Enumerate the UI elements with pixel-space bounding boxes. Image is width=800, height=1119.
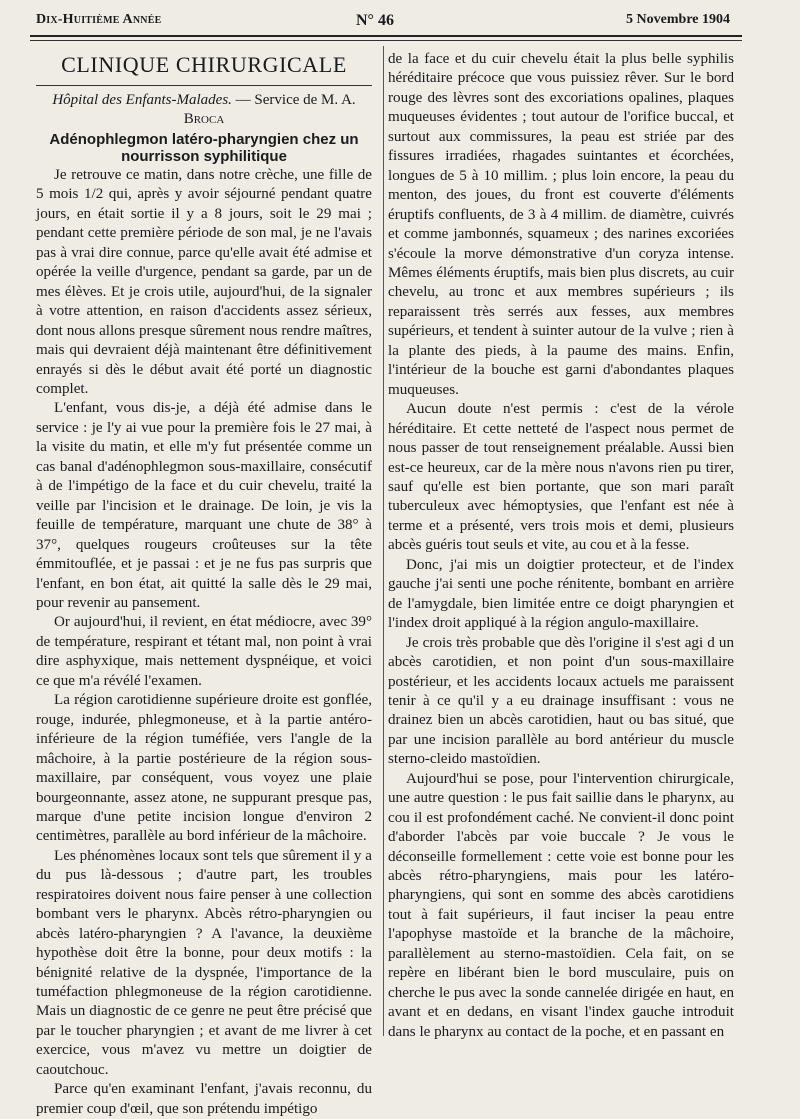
paragraph: La région carotidienne supérieure droite est gonflée, rouge, indurée, phlegmoneuse, et à la partie antéro-inférieure de la région tuméfiée, vers l'angle de la mâchoire, à la partie postérieure de la région sous-maxillaire, par conséquent, vous voyez une plaie bourgeonnante, assez atone, ne suppurant presque pas, marque d'une petite incision longue d'environ 2 centimètres, parallèle au bord inférieur de la mâchoire. <box>36 692 372 845</box>
paragraph: Parce qu'en examinant l'enfant, j'avais reconnu, du premier coup d'œil, que son prétendu impétigo <box>36 1081 372 1117</box>
paragraph: Or aujourd'hui, il revient, en état médiocre, avec 39° de température, respirant et tétant mal, non point à vrai dire asphyxique, mais nettement dyspnéique, et voici ce que m'a révélé l'examen. <box>36 614 372 689</box>
article-title: Adénophlegmon latéro-pharyngien chez un nourrisson syphilitique <box>49 131 359 165</box>
service-label: — Service de M. A. <box>231 92 356 108</box>
hospital-line <box>36 91 372 129</box>
section-title: CLINIQUE CHIRURGICALE <box>36 52 372 86</box>
header-rule-thin <box>30 40 742 41</box>
header-rule <box>30 35 742 37</box>
paragraph: Aujourd'hui se pose, pour l'intervention chirurgicale, une autre question : le pus fait saillie dans le pharynx, au cou il est profondément caché. Ne convient-il donc point d'aborder l'abcès par voie buccale ? Je vous le déconseille formellement : cette voie est bonne pour les abcès rétro-pharyngiens, mais pour les latéro-pharyngiens, qui sont en somme des abcès carotidiens tout à fait supérieurs, il faut inciser la peau entre l'apophyse mastoïde et la branche de la mâchoire, parallèlement au sterno-mastoïdien. Cela fait, on se repère en libérant bien le bord musculaire, puis on cherche le pus avec la sonde cannelée dirigée en haut, en avant et en dedans, en visant l'index gauche introduit dans le pharynx au contact de la poche, et en passant en <box>388 770 734 1040</box>
column-divider <box>383 46 384 1036</box>
paragraph: Je retrouve ce matin, dans notre crèche, une fille de 5 mois 1/2 qui, après y avoir séjourné pendant quatre jours, en était sortie il y a 8 jours, soit le 29 mai ; pendant cette première période de son mal, je ne l'avais pas à vrai dire connue, parce qu'elle avait été admise et opérée la veille d'urgence, pendant sa garde, par un de mes élèves. Et je crois utile, aujourd'hui, de la signaler à votre attention, en raison d'accidents assez sérieux, dont nous allons presque sûrement nous rendre maîtres, mais qui devraient déjà maintenant être définitivement enrayés si dès le début avait été porté un diagnostic complet. <box>36 167 372 397</box>
paragraph: Les phénomènes locaux sont tels que sûrement il y a du pus là-dessous ; d'autre part, les troubles respiratoires doivent nous faire penser à une collection bombant vers le pharynx. Abcès rétro-pharyngien ou abcès latéro-pharyngien ? A l'avance, la deuxième hypothèse doit être la bonne, pour deux motifs : la bénignité relative de la dyspnée, l'importance de la tuméfaction phlegmoneuse de la région carotidienne. Mais un diagnostic de ce genre ne peut être précisé que par le toucher pharyngien ; et avant de me livrer à cet exercice, vous m'avez vu mettre un doigtier de caoutchouc. <box>36 847 372 1078</box>
running-head <box>36 12 730 34</box>
hospital-name: Hôpital des Enfants-Malades. <box>52 92 232 108</box>
paragraph: de la face et du cuir chevelu était la plus belle syphilis héréditaire précoce que vous puissiez rêver. Sur le bord rouge des lèvres sont des excoriations opalines, plaques muqueuses évidentes ; tout autour de l'orifice buccal, et surtout aux commissures, la peau est striée par des fissures irradiées, rhagades suintantes et écorchées, longues de 5 à 10 millim. ; plus loin encore, la peau du menton, des joues, du front est couverte d'éléments éruptifs confluents, de 3 à 4 millim. de diamètre, cuivrés et comme jambonnés, squameux ; des narines excoriées s'écoule la morve démonstrative d'un coryza intense. Mêmes éléments éruptifs, mais bien plus discrets, au cuir chevelu, au tronc et aux membres supérieurs ; ils reparaissent très serrés aux fesses, aux membres supérieurs, et tendent à suinter autour de la vulve ; rien à la plante des pieds, à la paume des mains. Enfin, l'intérieur de la bouche est garni d'abondantes plaques muqueuses. <box>388 51 734 398</box>
left-column <box>36 44 372 1119</box>
issue-number: N° 46 <box>356 12 394 29</box>
paragraph: Je crois très probable que dès l'origine il s'est agi d un abcès carotidien, et non point d'un sous-maxillaire postérieur, et les accidents locaux actuels me paraissent tenir à ce qu'il y a eu drainage insuffisant : vous ne drainez bien un abcès carotidien, haut ou bas situé, que par une incision parallèle au bord antérieur du muscle sterno-cleido mastoïdien. <box>388 634 734 768</box>
paragraph: Aucun doute n'est permis : c'est de la vérole héréditaire. Et cette netteté de l'aspect nous permet de nous passer de tout renseignement préalable. Aussi bien est-ce heureux, car de la mère nous n'avons rien pu tirer, sauf qu'elle est bien portante, que son mari paraît tuberculeux avec hémoptysies, que l'enfant est née à terme et a présenté, vers trois mois et demi, plusieurs abcès guéris tout seuls et vite, au cou et à la fesse. <box>388 401 734 554</box>
issue-date: 5 Novembre 1904 <box>626 12 730 27</box>
year-label: Dix-Huitième Année <box>36 12 162 27</box>
right-column <box>388 50 734 1042</box>
doctor-name: Broca <box>183 111 225 127</box>
paragraph: L'enfant, vous dis-je, a déjà été admise dans le service : je l'y ai vue pour la première fois le 27 mai, à la visite du matin, et elle m'y fut présentée comme un cas banal d'adénophlegmon sous-maxillaire, consécutif à de l'impétigo de la face et du cuir chevelu, traité la veille par l'incision et le drainage. De loin, je vis la feuille de température, marquant une chute de 38° à 37°, quelques rougeurs croûteuses sur la tête émmitouflée, et je passai : et je ne fus pas surpris que l'enfant, en bon état, ait quitté la salle dès le 29 mai, pour revenir au pansement. <box>36 400 372 611</box>
paragraph: Donc, j'ai mis un doigtier protecteur, et de l'index gauche j'ai senti une poche rénitente, bombant en arrière de l'amygdale, bien limitée entre ce doigt pharyngien et l'index droit appliqué à la région angulo-maxillaire. <box>388 556 734 632</box>
